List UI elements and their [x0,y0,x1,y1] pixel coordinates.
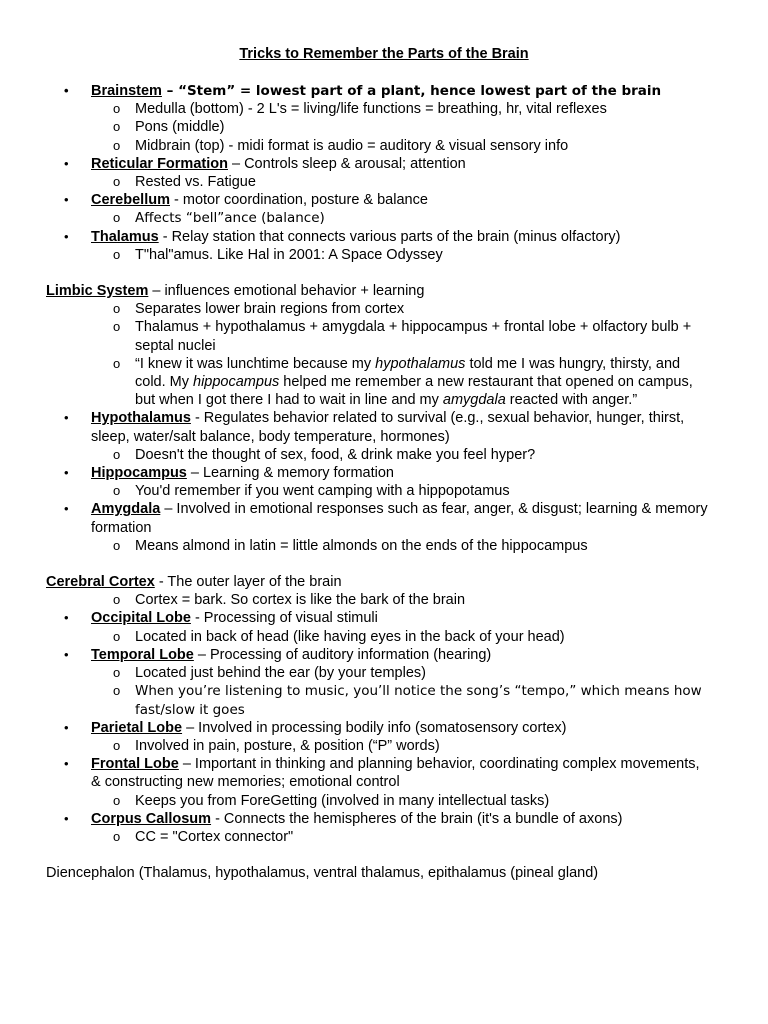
item-parietal-lobe [0,719,768,737]
term-amygdala: Amygdala [91,501,161,518]
sub-item-mnemonic-story [0,355,768,410]
bullet-icon: • [64,756,69,772]
sub-item [0,209,768,227]
sub-bullet-icon: o [113,592,121,608]
section-limbic-system [0,282,768,555]
sub-text: Thalamus + hypothalamus + amygdala + hippocampus + frontal lobe + olfactory bulb + septal nuclei [135,319,692,354]
item-brainstem [0,82,768,100]
term-cerebellum: Cerebellum [91,192,170,209]
sub-item [0,246,768,264]
bullet-icon: • [64,719,69,735]
section-brainstem-group [0,82,768,264]
desc-thalamus: - Relay station that connects various parts of the brain (minus olfactory) [158,228,621,245]
sub-text: Pons (middle) [135,119,225,136]
sub-bullet-icon: o [113,101,121,117]
sub-text: Rested vs. Fatigue [135,174,256,191]
term-cerebral-cortex: Cerebral Cortex [46,574,155,591]
sub-bullet-icon: o [113,628,121,644]
document-body [0,82,768,882]
item-cerebellum [0,191,768,209]
sub-text: Affects “bell”ance (balance) [135,210,325,227]
sub-text: Separates lower brain regions from cortex [135,301,405,318]
sub-item [0,628,768,646]
story-text: reacted with anger.” [505,392,638,409]
sub-text: Means almond in latin = little almonds on the ends of the hippocampus [135,537,588,554]
sub-text: Involved in pain, posture, & position (“P” words) [135,737,440,754]
sub-item [0,137,768,155]
term-corpus-callosum: Corpus Callosum [91,810,212,827]
term-brainstem: Brainstem [91,83,162,99]
bullet-icon: • [64,410,69,426]
page-title: Tricks to Remember the Parts of the Brain [239,46,529,62]
heading-cerebral-cortex [0,573,768,591]
sub-bullet-icon: o [113,246,121,262]
bullet-icon: • [64,83,69,98]
item-hippocampus [0,464,768,482]
item-thalamus [0,228,768,246]
sub-text: CC = "Cortex connector" [135,828,294,845]
item-reticular-formation [0,155,768,173]
term-limbic-system: Limbic System [46,283,149,300]
bullet-icon: • [64,810,69,826]
sub-bullet-icon: o [113,137,121,153]
sub-item [0,664,768,682]
bullet-icon: • [64,646,69,662]
bullet-icon: • [64,501,69,517]
sub-bullet-icon: o [113,792,121,808]
sub-bullet-icon: o [113,119,121,135]
term-occipital-lobe: Occipital Lobe [91,610,191,627]
desc-amygdala: – Involved in emotional responses such as fear, anger, & disgust; learning & memory formation [91,501,708,536]
item-frontal-lobe [0,755,768,791]
story-text: told me I was hungry, thirsty, and cold. My [135,355,681,391]
sub-bullet-icon: o [113,355,121,371]
bullet-icon: • [64,610,69,626]
sub-item [0,173,768,191]
sub-bullet-icon: o [113,828,121,844]
sub-item [0,737,768,755]
item-hypothalamus [0,409,768,445]
bullet-icon: • [64,155,69,171]
item-amygdala [0,500,768,536]
item-occipital-lobe [0,609,768,627]
sub-item [0,828,768,846]
term-temporal-lobe: Temporal Lobe [91,646,194,663]
sub-bullet-icon: o [113,319,121,335]
sub-item [0,482,768,500]
sub-bullet-icon: o [113,301,121,317]
term-hypothalamus: Hypothalamus [91,410,191,427]
sub-bullet-icon: o [113,737,121,753]
sub-item [0,537,768,555]
term-hippocampus: Hippocampus [91,465,187,482]
spacer [0,264,768,282]
item-corpus-callosum [0,810,768,828]
bullet-icon: • [64,228,69,244]
term-reticular-formation: Reticular Formation [91,155,228,172]
sub-text: Keeps you from ForeGetting (involved in many intellectual tasks) [135,792,550,809]
story-emphasis: amygdala [442,392,506,409]
story-emphasis: hypothalamus [375,355,466,372]
sub-bullet-icon: o [113,210,121,226]
sub-item [0,792,768,810]
desc-occipital-lobe: - Processing of visual stimuli [190,610,378,627]
story-emphasis: hippocampus [193,374,280,391]
desc-reticular-formation: – Controls sleep & arousal; attention [227,155,466,172]
spacer [0,555,768,573]
desc-limbic-system: – influences emotional behavior + learning [148,283,425,300]
section-cerebral-cortex [0,573,768,846]
bullet-icon: • [64,465,69,481]
desc-brainstem: – “Stem” = lowest part of a plant, hence lowest part of the brain [161,83,662,99]
desc-temporal-lobe: – Processing of auditory information (hearing) [193,646,492,663]
sub-item [0,682,768,718]
sub-bullet-icon: o [113,483,121,499]
item-temporal-lobe [0,646,768,664]
heading-limbic-system [0,282,768,300]
sub-text: You'd remember if you went camping with a hippopotamus [135,483,510,500]
sub-text: Midbrain (top) - midi format is audio = auditory & visual sensory info [135,137,569,154]
term-thalamus: Thalamus [91,228,159,245]
sub-bullet-icon: o [113,683,121,699]
sub-text: T"hal"amus. Like Hal in 2001: A Space Odyssey [135,246,443,263]
bullet-icon: • [64,192,69,208]
sub-item [0,118,768,136]
sub-text: Doesn't the thought of sex, food, & drink make you feel hyper? [135,446,536,463]
term-frontal-lobe: Frontal Lobe [91,756,179,773]
desc-hippocampus: – Learning & memory formation [186,465,394,482]
sub-bullet-icon: o [113,665,121,681]
sub-item [0,100,768,118]
spacer [0,846,768,864]
desc-frontal-lobe: – Important in thinking and planning behavior, coordinating complex movements, & constructing new memories; emotional control [91,756,700,791]
sub-item [0,446,768,464]
story-text: helped me remember a new restaurant that opened on campus, but when I got there I had to wait in line and my [135,374,693,409]
sub-bullet-icon: o [113,537,121,553]
sub-item [0,318,768,354]
desc-hypothalamus: - Regulates behavior related to survival (e.g., sexual behavior, hunger, thirst, sleep, water/salt balance, body temperature, hormones) [91,410,685,445]
sub-bullet-icon: o [113,174,121,190]
desc-cerebellum: - motor coordination, posture & balance [169,192,428,209]
sub-item [0,591,768,609]
sub-bullet-icon: o [113,446,121,462]
sub-text: Medulla (bottom) - 2 L's = living/life functions = breathing, hr, vital reflexes [135,101,607,118]
sub-text: Cortex = bark. So cortex is like the bark of the brain [135,592,466,609]
story-text: “I knew it was lunchtime because my [135,355,376,372]
sub-item [0,300,768,318]
sub-text: Located just behind the ear (by your temples) [135,665,426,682]
sub-text: Located in back of head (like having eyes in the back of your head) [135,628,565,645]
desc-parietal-lobe: – Involved in processing bodily info (somatosensory cortex) [182,719,567,736]
desc-cerebral-cortex: - The outer layer of the brain [154,574,342,591]
sub-text: When you’re listening to music, you’ll notice the song’s “tempo,” which means how fast/slow it goes [135,683,702,718]
footer-diencephalon: Diencephalon (Thalamus, hypothalamus, ventral thalamus, epithalamus (pineal gland) [46,865,599,882]
desc-corpus-callosum: - Connects the hemispheres of the brain (it's a bundle of axons) [211,810,623,827]
term-parietal-lobe: Parietal Lobe [91,719,183,736]
